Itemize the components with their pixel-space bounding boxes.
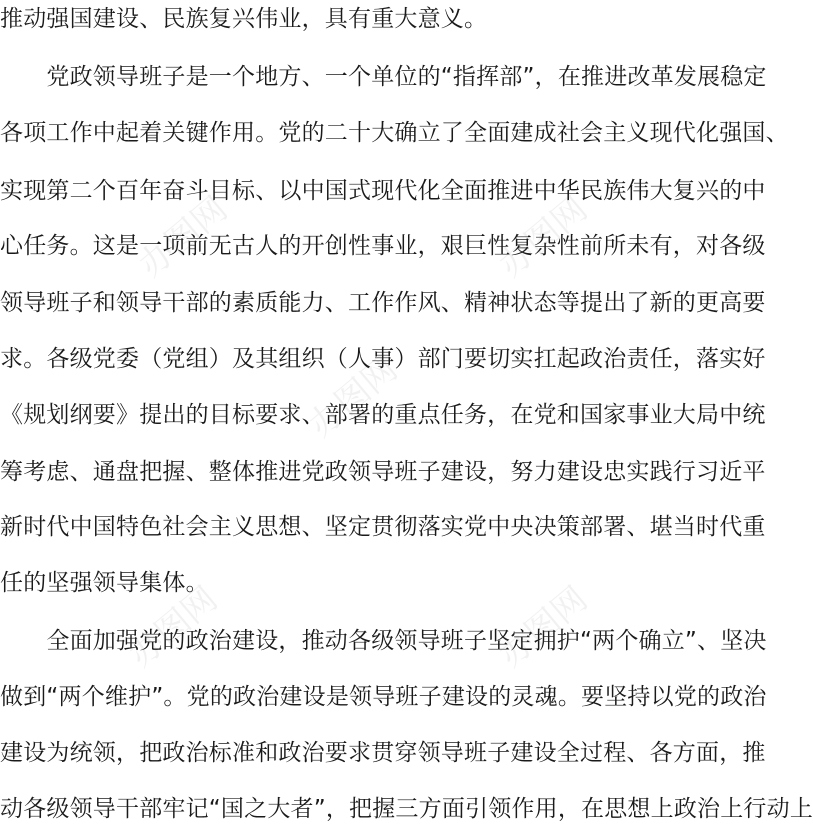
- text-line: 实现第二个百年奋斗目标、以中国式现代化全面推进中华民族伟大复兴的中: [0, 178, 766, 204]
- watermark: 办图网: [491, 189, 596, 286]
- watermark: 办图网: [131, 189, 236, 286]
- text-line: 新时代中国特色社会主义思想、坚定贯彻落实党中央决策部署、堪当时代重: [0, 514, 766, 540]
- text-line: 任的坚强领导集体。: [0, 570, 209, 596]
- text-line: 动各级领导干部牢记“国之大者”，把握三方面引领作用，在思想上政治上行动上: [0, 796, 813, 822]
- text-line: 求。各级党委（党组）及其组织（人事）部门要切实扛起政治责任，落实好: [0, 346, 766, 372]
- text-line: 做到“两个维护”。党的政治建设是领导班子建设的灵魂。要坚持以党的政治: [0, 684, 767, 710]
- watermark: 办图网: [121, 579, 226, 676]
- text-line: 党政领导班子是一个地方、一个单位的“指挥部”，在推进改革发展稳定: [0, 64, 767, 90]
- text-line: 《规划纲要》提出的目标要求、部署的重点任务，在党和国家事业大局中统: [0, 402, 766, 428]
- text-line: 领导班子和领导干部的素质能力、工作作风、精神状态等提出了新的更高要: [0, 290, 766, 316]
- text-line: 筹考虑、通盘把握、整体推进党政领导班子建设，努力建设忠实践行习近平: [0, 459, 766, 485]
- text-line: 全面加强党的政治建设，推动各级领导班子坚定拥护“两个确立”、坚决: [0, 628, 767, 654]
- text-line: 各项工作中起着关键作用。党的二十大确立了全面建成社会主义现代化强国、: [0, 120, 789, 146]
- text-line: 心任务。这是一项前无古人的开创性事业，艰巨性复杂性前所未有，对各级: [0, 233, 766, 259]
- text-line: 推动强国建设、民族复兴伟业，具有重大意义。: [0, 6, 488, 32]
- watermark: 办图网: [491, 579, 596, 676]
- text-line: 建设为统领，把政治标准和政治要求贯穿领导班子建设全过程、各方面，推: [0, 740, 766, 766]
- watermark: 办图网: [301, 349, 406, 446]
